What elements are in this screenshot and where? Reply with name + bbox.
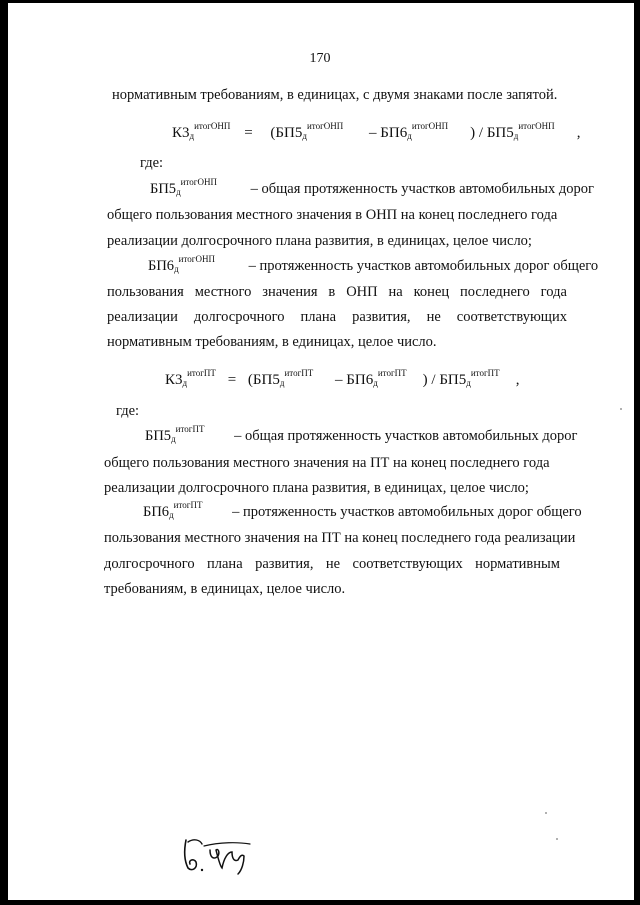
def-4-line-1: $БП6_{д^{итогПТ}}$ – протяженность участков автомобильных дорог общего xyxy=(143,500,582,521)
scan-speck xyxy=(545,812,547,814)
def-1-line-3: реализации долгосрочного плана развития, в единицах, целое число; xyxy=(107,233,532,249)
def-4-line-2: пользования местного значения на ПТ на конец последнего года реализации xyxy=(104,530,576,546)
page-number: 170 xyxy=(309,51,331,66)
scan-edge-top xyxy=(0,0,640,3)
formula-1: $К3_{д^{итогОНП}} = (БП5_{д^{итогОНП}} - БП6_{д^{итогОНП}}$ ) / $БП5_{д^{итогОНП}}$ , xyxy=(172,121,581,142)
scan-speck xyxy=(620,408,622,410)
def-3-line-2: общего пользования местного значения на ПТ на конец последнего года xyxy=(104,455,550,471)
def-2-line-2: пользования местного значения в ОНП на конец последнего года xyxy=(107,284,567,300)
def-2-line-4: нормативным требованиям, в единицах, целое число. xyxy=(107,334,437,350)
formula-2: $К3_{д^{итогПТ}} = (БП5_{д^{итогПТ}} - БП6_{д^{итогПТ}}$ ) / $БП5_{д^{итогПТ}}$ , xyxy=(165,368,520,389)
intro-line: нормативным требованиям, в единицах, с двумя знаками после запятой. xyxy=(112,87,558,103)
def-3-line-3: реализации долгосрочного плана развития, в единицах, целое число; xyxy=(104,480,529,496)
scan-speck xyxy=(556,838,558,840)
scan-edge-bottom xyxy=(0,900,640,905)
where-label-1: где: xyxy=(140,155,164,171)
def-2-variable: $БП6_{д^{итогОНП}}$ xyxy=(148,254,215,275)
formula-1-k3: К3 xyxy=(172,125,190,141)
handwritten-signature xyxy=(180,828,270,878)
def-1-variable: $БП5_{д^{итогОНП}}$ xyxy=(150,177,217,198)
def-1-line-1: $БП5_{д^{итогОНП}}$ – общая протяженность участков автомобильных дорог xyxy=(150,177,594,198)
def-3-variable: $БП5_{д^{итогПТ}}$ xyxy=(145,424,205,445)
def-2-line-3: реализации долгосрочного плана развития, не соответствующих xyxy=(107,309,567,325)
def-4-line-3: долгосрочного плана развития, не соответствующих нормативным xyxy=(104,556,560,572)
def-2-line-1: $БП6_{д^{итогОНП}}$ – протяженность участков автомобильных дорог общего xyxy=(148,254,599,275)
def-3-line-1: $БП5_{д^{итогПТ}}$ – общая протяженность участков автомобильных дорог xyxy=(145,424,578,445)
def-4-variable: $БП6_{д^{итогПТ}}$ xyxy=(143,500,203,521)
scan-edge-right xyxy=(634,0,640,905)
def-4-line-4: требованиям, в единицах, целое число. xyxy=(104,581,346,597)
scan-edge-left xyxy=(0,0,8,905)
where-label-2: где: xyxy=(116,403,140,419)
def-1-line-2: общего пользования местного значения в ОНП на конец последнего года xyxy=(107,207,558,223)
